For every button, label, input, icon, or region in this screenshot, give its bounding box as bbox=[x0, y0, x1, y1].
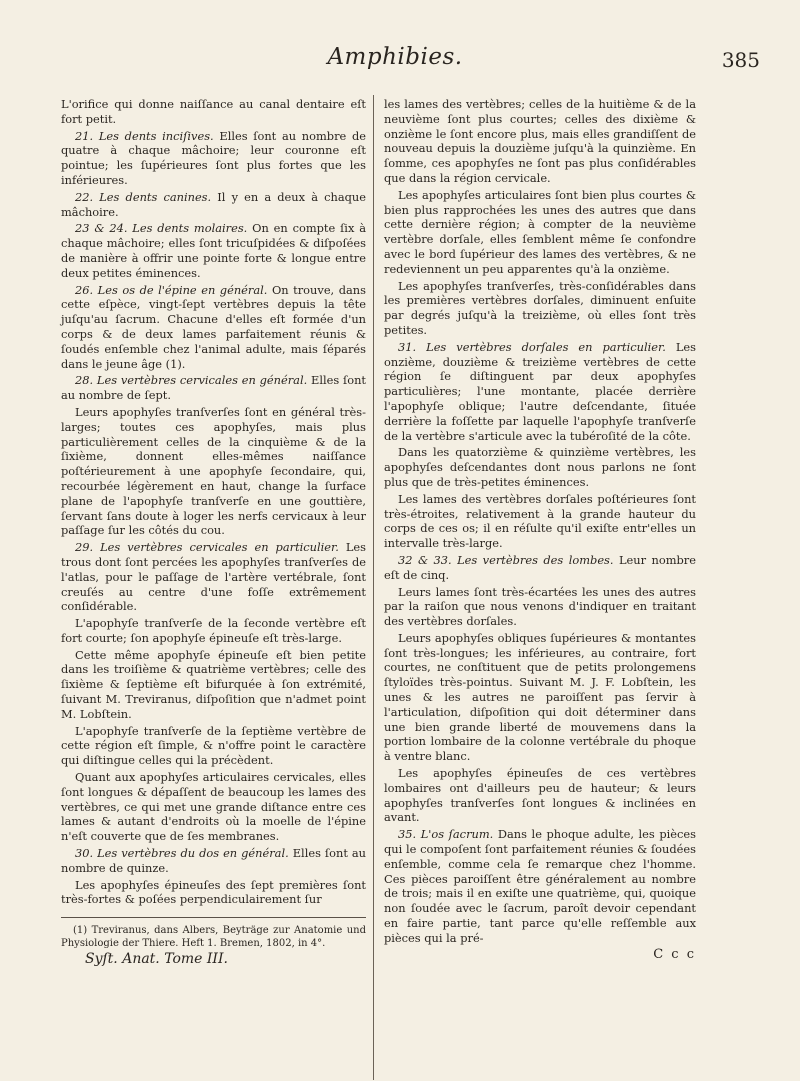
paragraph: Leurs apophyſes tranſverſes ſont en général très-larges; toutes ces apophyſes, mais plus particulièrement celles de la cinquième & de la ſixième, donnent elles-mêmes naiſſance poſtérieurement à une apophyſe ſecondaire, qui, recourbée légèrement en haut, change la ſurface plane de l'apophyſe tranſverſe en une gouttière, ſervant ſans doute à loger les nerfs cervicaux à leur paſſage ſur les côtés du cou. bbox=[61, 404, 366, 538]
volume-signature: Syſt. Anat. Tome III. bbox=[85, 951, 228, 968]
right-column bbox=[384, 97, 696, 962]
page-number: 385 bbox=[721, 48, 760, 72]
paragraph: 31. Les vertèbres dorſales en particulier. Les onzième, douzième & treizième vertèbres de cette région ſe diſtinguent par deux apophyſes particulières; l'une montante, placée derrière l'apophyſe oblique; l'autre deſcendante, ſituée derrière la foſſette par laquelle l'apophyſe tranſverſe de la vertèbre s'articule avec la tubéroſité de la côte. bbox=[384, 339, 696, 443]
paragraph: Quant aux apophyſes articulaires cervicales, elles ſont longues & dépaſſent de beaucoup les lames des vertèbres, ce qui met une grande diſtance entre ces lames & autant d'endroits où la moelle de l'épine n'eſt couverte que de ſes membranes. bbox=[61, 770, 366, 844]
paragraph: 35. L'os ſacrum. Dans le phoque adulte, les pièces qui le compoſent ſont parfaitement réunies & ſoudées enſemble, comme cela ſe remarque chez l'homme. Ces pièces paroiſſent être généralement au nombre de trois; mais il en exiſte une quatrième, qui, quoique non ſoudée avec le ſacrum, paroît devoir cependant en faire partie, tant parce qu'elle reſſemble aux pièces qui la pré- bbox=[384, 827, 696, 945]
paragraph: 26. Les os de l'épine en général. On trouve, dans cette eſpèce, vingt-ſept vertèbres depuis la tête juſqu'au ſacrum. Chacune d'elles eſt formée d'un corps & de deux lames parfaitement réunis & ſoudés enſemble chez l'animal adulte, mais ſéparés dans le jeune âge (1). bbox=[61, 282, 366, 371]
paragraph: Cette même apophyſe épineuſe eſt bien petite dans les troiſième & quatrième vertèbres; celle des ſixième & ſeptième eſt bifurquée à ſon extrémité, ſuivant M. Treviranus, diſpoſition que n'admet point M. Lobſtein. bbox=[61, 647, 366, 721]
paragraph: Les apophyſes épineuſes de ces vertèbres lombaires ont d'ailleurs peu de hauteur; & leurs apophyſes tranſverſes ſont longues & inclinées en avant. bbox=[384, 766, 696, 825]
paragraph: 23 & 24. Les dents molaires. On en compte ſix à chaque mâchoire; elles ſont tricuſpidées & diſpoſées de manière à offrir une pointe forte & longue entre deux petites éminences. bbox=[61, 221, 367, 280]
paragraph: L'orifice qui donne naiſſance au canal dentaire eſt fort petit. bbox=[61, 97, 366, 126]
paragraph: Les apophyſes épineuſes des ſept premières ſont très-fortes & poſées perpendiculairement ſur bbox=[61, 877, 366, 907]
left-column bbox=[61, 97, 366, 969]
paragraph: 28. Les vertèbres cervicales en général. Elles ſont au nombre de ſept. bbox=[61, 373, 366, 403]
paragraph: Les apophyſes tranſverſes, très-conſidérables dans les premières vertèbres dorſales, diminuent enſuite par degrés juſqu'à la treizième, où elles ſont très petites. bbox=[384, 278, 696, 337]
paragraph: L'apophyſe tranſverſe de la ſeptième vertèbre de cette région eſt ſimple, & n'offre point le caractère qui diſtingue celles qui la précèdent. bbox=[61, 723, 366, 768]
paragraph: 32 & 33. Les vertèbres des lombes. Leur nombre eſt de cinq. bbox=[384, 552, 696, 582]
paragraph: 29. Les vertèbres cervicales en particulier. Les trous dont ſont percées les apophyſes tranſverſes de l'atlas, pour le paſſage de l'artère vertébrale, ſont creuſés au centre d'une foſſe extrêmement conſidérable. bbox=[61, 540, 366, 614]
gathering-signature: C c c bbox=[653, 946, 696, 962]
page-title: Amphibies. bbox=[327, 44, 463, 70]
paragraph: 21. Les dents inciſives. Elles ſont au nombre de quatre à chaque mâchoire; leur couronne eſt pointue; les ſupérieures ſont plus fortes que les inférieures. bbox=[61, 128, 366, 187]
running-head bbox=[30, 40, 760, 80]
paragraph: Les apophyſes articulaires ſont bien plus courtes & bien plus rapprochées les unes des autres que dans cette dernière région; à compter de la neuvième vertèbre dorſale, elles ſemblent même ſe confondre avec le bord ſupérieur des lames des vertèbres, & ne redeviennent un peu apparentes qu'à la onzième. bbox=[384, 187, 696, 276]
paragraph: 30. Les vertèbres du dos en général. Elles ſont au nombre de quinze. bbox=[61, 846, 367, 875]
paragraph: 22. Les dents canines. Il y en a deux à chaque mâchoire. bbox=[61, 189, 366, 219]
paragraph: les lames des vertèbres; celles de la huitième & de la neuvième ſont plus courtes; celles des dixième & onzième le ſont encore plus, mais elles grandiſſent de nouveau depuis la douzième juſqu'à la quinzième. En ſomme, ces apophyſes ne ſont pas plus conſidérables que dans la région cervicale. bbox=[384, 97, 696, 185]
paragraph: Leurs apophyſes obliques ſupérieures & montantes ſont très-longues; les inférieures, au contraire, fort courtes, ne conſtituent que de petits prolongemens ſtyloïdes très-pointus. Suivant M. J. F. Lobſtein, les unes & les autres ne paroiſſent pas ſervir à l'articulation, diſpoſition qui doit déterminer dans une bien grande liberté de mouvemens dans la portion lombaire de la colonne vertébrale du phoque à ventre blanc. bbox=[384, 630, 696, 764]
footnote-rule bbox=[61, 917, 366, 918]
paragraph: Dans les quatorzième & quinzième vertèbres, les apophyſes deſcendantes dont nous parlons ne ſont plus que de très-petites éminences. bbox=[384, 445, 696, 489]
paragraph: Les lames des vertèbres dorſales poſtérieures ſont très-étroites, relativement à la grande hauteur du corps de ces os; il en réſulte qu'il exiſte entr'elles un intervalle très-large. bbox=[384, 491, 696, 551]
footnote: (1) Treviranus, dans Albers, Beyträge zur Anatomie und Physiologie der Thiere. Heft 1. Bremen, 1802, in 4°. bbox=[61, 925, 366, 950]
column-divider bbox=[373, 95, 374, 1080]
paragraph: L'apophyſe tranſverſe de la ſeconde vertèbre eſt fort courte; ſon apophyſe épineuſe eſt très-large. bbox=[61, 616, 366, 645]
paragraph: Leurs lames ſont très-écartées les unes des autres par la raiſon que nous venons d'indiquer en traitant des vertèbres dorſales. bbox=[384, 584, 696, 629]
